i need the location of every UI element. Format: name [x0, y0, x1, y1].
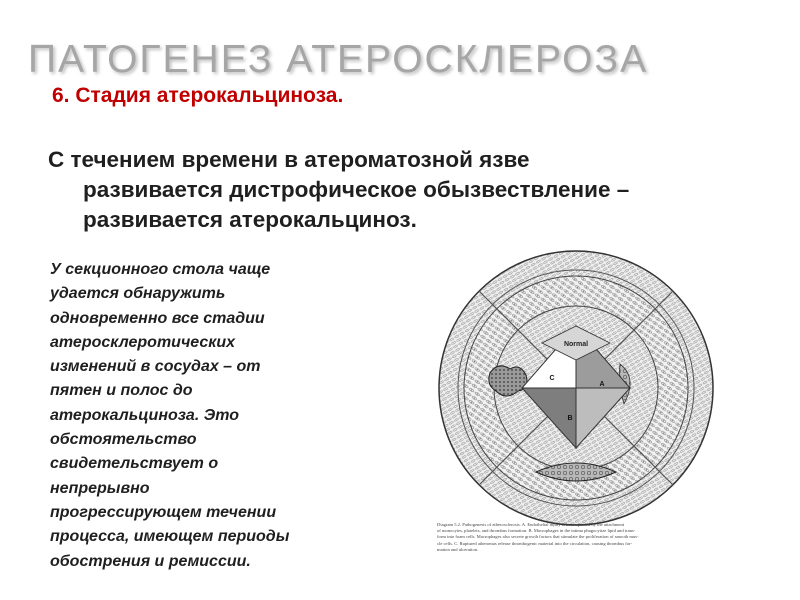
main-statement-line: развивается атерокальциноз.: [83, 207, 417, 232]
side-text-line: свидетельствует о: [50, 455, 219, 473]
main-statement-line: С течением времени в атероматозной язве: [48, 147, 530, 172]
side-text-line: У секционного стола чаще: [50, 261, 271, 278]
label-c: C: [549, 375, 555, 382]
side-text-line: обстоятельство: [50, 431, 197, 449]
label-a: A: [599, 381, 605, 388]
side-text-line: обострения и ремиссии.: [50, 552, 251, 570]
slide-title: ПАТОГЕНЕЗ АТЕРОСКЛЕРОЗА: [28, 38, 649, 81]
caption-line: of monocytes, platelets, and thrombus formation. B. Macrophages in the intima phagocytize lipid and trans-: [437, 528, 636, 534]
side-text-line: атеросклеротических: [50, 333, 236, 351]
stage-heading: 6. Стадия атерокальциноза.: [52, 84, 344, 107]
caption-line: cle cells. C. Ruptured atheromas release thrombogenic material into the circulation, causing thrombus for-: [437, 540, 633, 546]
side-text-line: прогрессирующем течении: [50, 503, 277, 521]
side-text-line: процесса, имеющем периоды: [50, 528, 290, 546]
side-text-line: непрерывно: [50, 479, 150, 497]
side-text-line: одновременно все стадии: [50, 309, 265, 327]
side-text-line: удается обнаружить: [50, 285, 226, 303]
caption-line: form into foam cells. Macrophages also secrete growth factors that stimulate the proliferation of smooth mus-: [437, 534, 639, 540]
figure-caption: [437, 522, 727, 553]
label-b: B: [567, 415, 573, 422]
vessel-cross-section: [430, 248, 720, 528]
main-statement: [48, 145, 788, 235]
caption-line: mation and ulceration.: [437, 546, 479, 552]
side-text-line: пятен и полос до: [50, 382, 193, 400]
caption-line: Diagram 5.2. Pathogenesis of atherosclerosis. A. Endothelial injury is accompanied by the attachment: [437, 522, 625, 527]
main-statement-line: развивается дистрофическое обызвествление –: [83, 177, 630, 202]
side-text-line: изменений в сосудах – от: [50, 358, 261, 376]
side-text-line: атерокальциноза. Это: [50, 406, 239, 424]
side-text: [50, 258, 370, 574]
label-normal: Normal: [563, 341, 589, 348]
